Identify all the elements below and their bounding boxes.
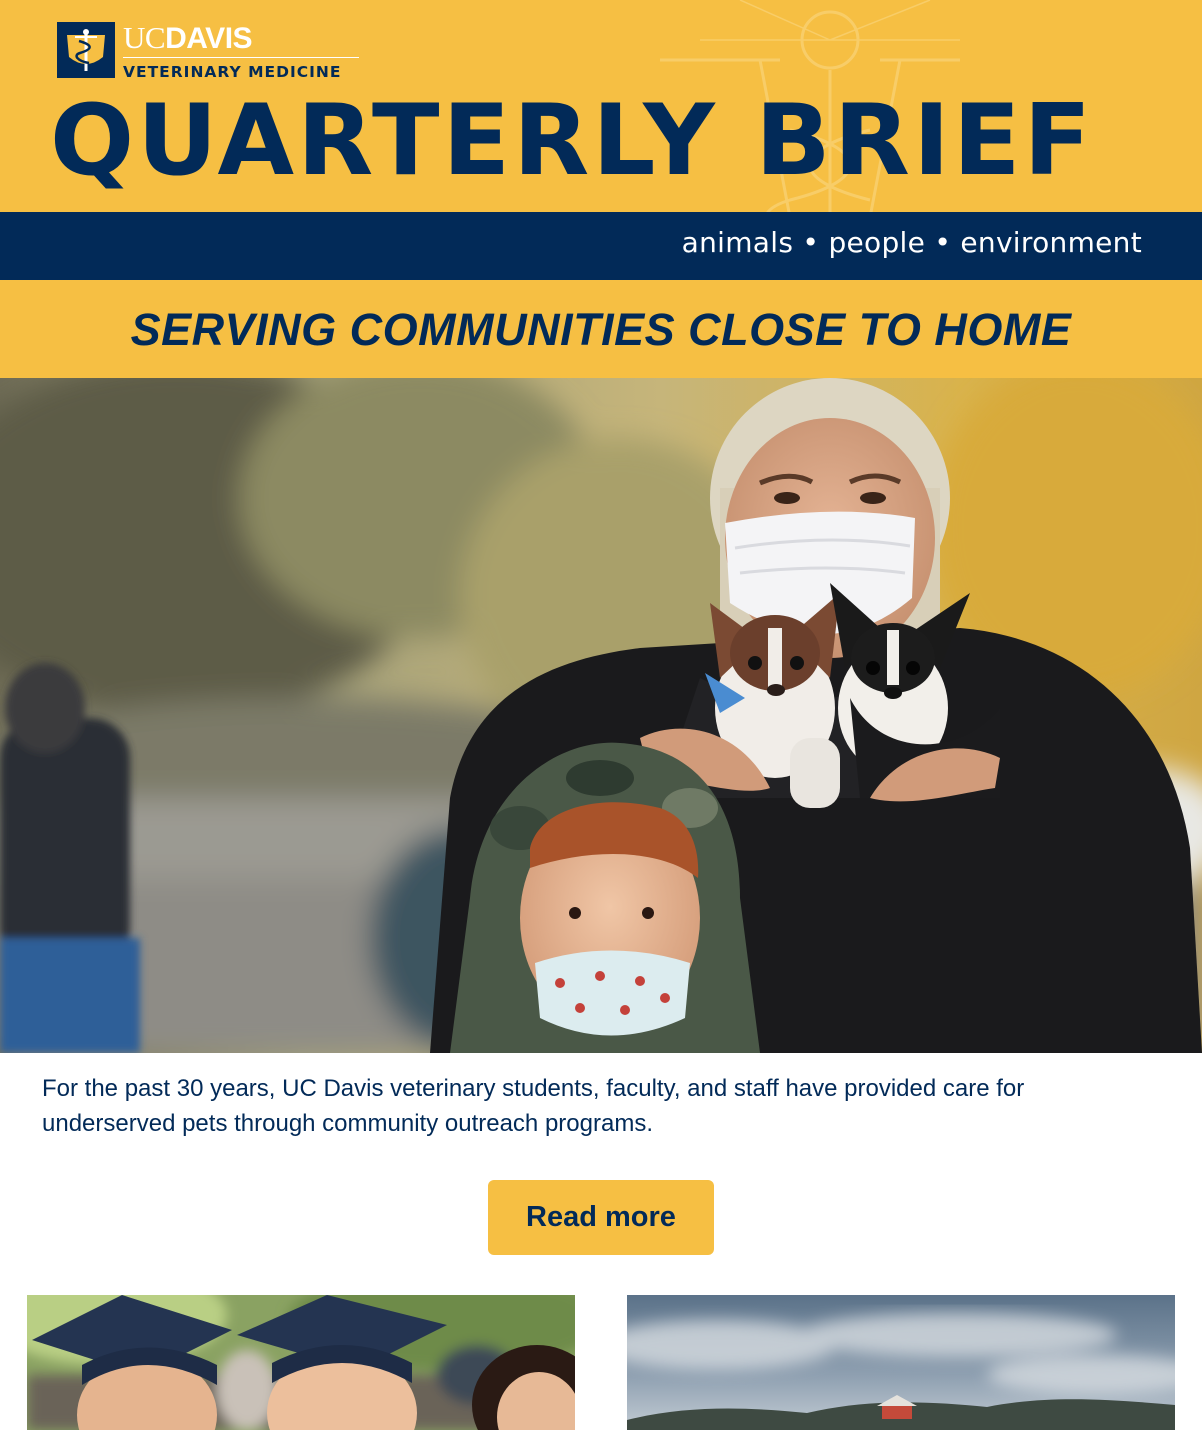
newsletter-header [0,0,1202,280]
caduceus-shield-icon [57,22,115,78]
tagline: animals • people • environment [681,226,1142,259]
logo-divider [123,57,359,58]
read-more-button[interactable]: Read more [488,1180,714,1255]
newsletter-title: QUARTERLY BRIEF [50,84,1095,198]
feature-summary: For the past 30 years, UC Davis veterinary students, faculty, and staff have provided care for underserved pets through community outreach programs. [42,1075,1025,1137]
feature-heading[interactable]: SERVING COMMUNITIES CLOSE TO HOME [130,304,1072,355]
story-card-landscape[interactable] [627,1295,1175,1430]
logo-subtitle: VETERINARY MEDICINE [123,63,342,81]
logo-wordmark: UCDAVIS [123,20,253,55]
graduation-photo [27,1295,575,1430]
story-card-graduation[interactable] [27,1295,575,1430]
ucdavis-vetmed-logo[interactable] [57,22,359,81]
feature-heading-bar [0,280,1202,378]
feature-photo[interactable] [0,378,1202,1053]
landscape-photo [627,1295,1175,1430]
hero-image [0,378,1202,1053]
